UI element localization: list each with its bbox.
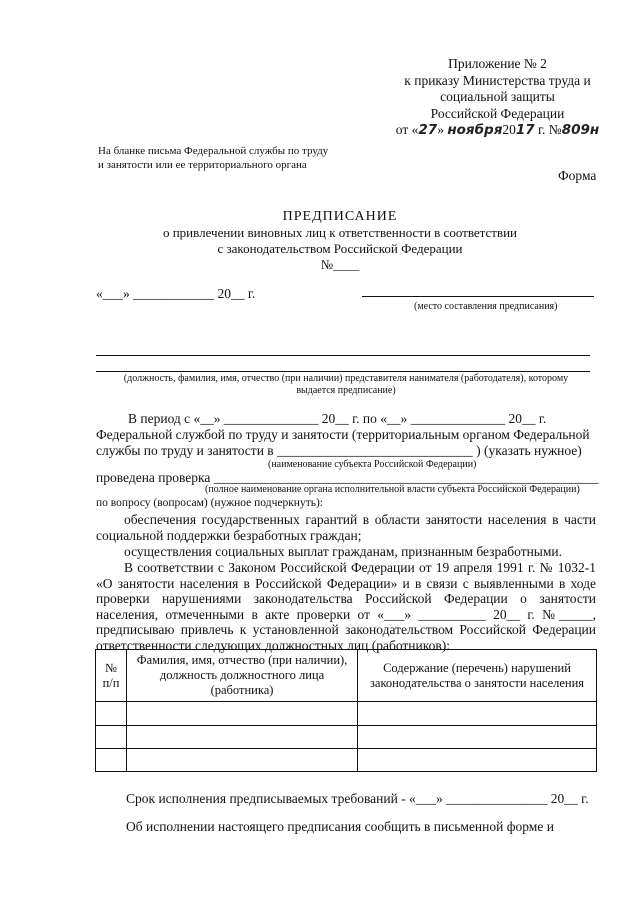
period-line-2: Федеральной службой по труду и занятости (территориальным органом Федеральной [96,427,590,442]
title-heading: ПРЕДПИСАНИЕ [282,209,398,224]
table-row [96,726,597,749]
recipient-rule-2 [96,371,590,372]
title-subject: о привлечении виновных лиц к ответственности в соответствии [162,225,518,240]
deadline-line: Срок исполнения предписываемых требований - «___» _______________ 20__ г. [126,791,589,806]
letterhead-note [98,144,338,172]
letterhead-note-line2: и занятости или ее территориального органа [98,159,307,171]
table-row [96,749,597,772]
appendix-order-ref: к приказу Министерства труда и [404,72,591,88]
law-paragraph: В соответствии с Законом Российской Федерации от 19 апреля 1991 г. № 1032-1 «О занятости населения в Российской Федерации» и в связи с выявленными в ходе проверки нарушениями законодательства Российской Федерации о занятости населения, отмеченными в акте проверки от «___» __________ 20__ г. №_____, предписываю привлечь к установленной законодательством Российской Федерации ответственности следующих должностных лиц (работников): [96,560,596,653]
recipient-caption: (должность, фамилия, имя, отчество (при наличии) представителя нанимателя (работодателя), которому выдается предписание) [123,373,569,396]
col-number-header: № п/п [96,650,127,702]
execution-line: Об исполнении настоящего предписания сообщить в письменной форме и [126,819,554,834]
form-label: Форма [558,168,597,183]
appendix-federation: Российской Федерации [430,105,565,121]
document-title [140,209,540,273]
handwritten-month: ноября [447,122,503,138]
table-header-row [96,650,597,702]
letterhead-note-line1: На бланке письма Федеральной службы по труду [98,145,329,157]
violations-table [95,649,597,772]
date-field: «___» ____________ 20__ г. [96,286,256,301]
inspection-line: проведена проверка _________________________________________________________ [96,470,599,485]
item-payments: осуществления социальных выплат гражданам, признанным безработными. [124,544,563,559]
place-caption: (место составления предписания) [414,301,558,312]
handwritten-order-number: 809н [561,122,600,138]
item-guarantees: обеспечения государственных гарантий в области занятости населения в части социальной поддержки безработных граждан; [96,512,596,543]
appendix-number: Приложение № 2 [448,56,547,71]
table-row [96,702,597,726]
recipient-rule-1 [96,355,590,356]
period-line-3: службы по труду и занятости в _____________________________ ) (указать нужное) [96,443,582,458]
title-law: с законодательством Российской Федерации [217,241,463,256]
handwritten-year: 17 [515,122,535,138]
subject-caption: (наименование субъекта Российской Федерации) [268,459,477,470]
appendix-ministry: социальной защиты [440,89,555,104]
place-rule [362,296,594,297]
col-person-header: Фамилия, имя, отчество (при наличии), должность должностного лица (работника) [127,650,358,702]
col-violations-header: Содержание (перечень) нарушений законодательства о занятости населения [358,650,597,702]
appendix-block [385,56,610,139]
title-number: №____ [320,257,360,272]
question-line: по вопросу (вопросам) (нужное подчеркнуть): [96,497,324,509]
inspection-caption: (полное наименование органа исполнительной власти субъекта Российской Федерации) [205,484,580,495]
period-line: В период с «__» ______________ 20__ г. по «__» ______________ 20__ г. [128,411,547,426]
appendix-date-line: от «27» ноября2017 г. №809н [395,122,600,138]
handwritten-day: 27 [418,122,438,138]
